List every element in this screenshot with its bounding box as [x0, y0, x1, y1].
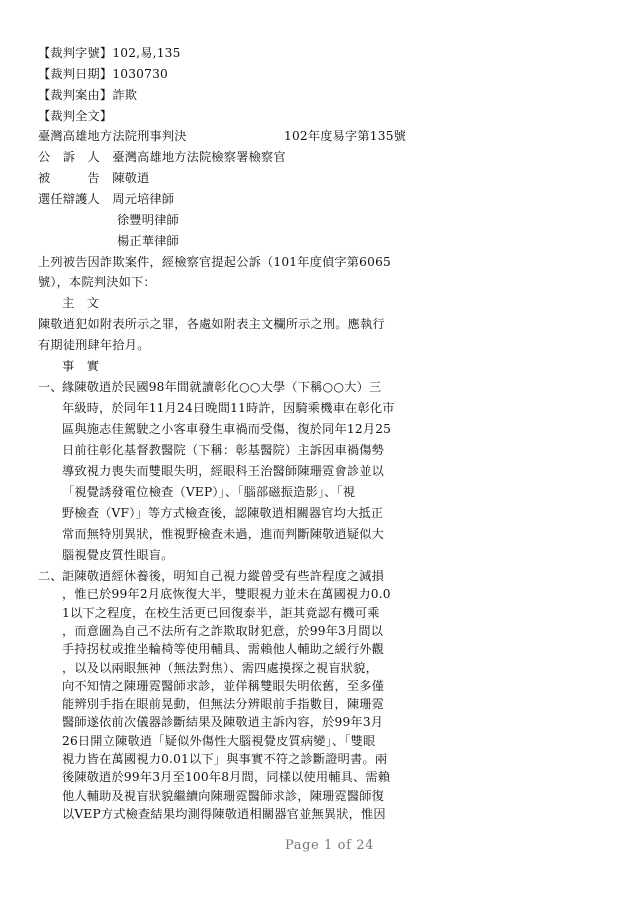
- main-text-line: 陳敬逍犯如附表所示之罪，各處如附表主文欄所示之刑。應執行: [38, 317, 385, 331]
- facts-1-line: 區與施志佳駕駛之小客車發生車禍而受傷，復於同年12月25: [62, 422, 392, 436]
- counsel-line-3: 楊正華律師: [117, 234, 179, 248]
- main-heading: 主 文: [62, 296, 100, 310]
- intro-line: 號），本院判決如下：: [38, 275, 156, 289]
- counsel-line-1: 選任辯護人 周元培律師: [38, 192, 175, 206]
- facts-1-number: 一、: [38, 380, 63, 394]
- facts-2-line: 後陳敬逍於99年3月至100年8月間，同樣以使用輔具、需賴: [62, 770, 391, 785]
- facts-heading: 事 實: [62, 359, 100, 373]
- case-cause: 【裁判案由】詐欺: [38, 88, 138, 102]
- page-number-footer: Page 1 of 24: [285, 838, 374, 853]
- facts-1-line: 腦視覺皮質性眼盲。: [62, 548, 174, 562]
- court-title: 臺灣高雄地方法院刑事判決: [38, 129, 187, 143]
- facts-2-line: ，而意圖為自己不法所有之詐欺取財犯意，於99年3月間以: [62, 623, 384, 638]
- facts-2-line: 視力皆在萬國視力0.01以下」與事實不符之診斷證明書。兩: [62, 752, 388, 766]
- facts-2-line: 以VEP方式檢查結果均測得陳敬逍相關器官並無異狀，惟因: [62, 806, 386, 821]
- defendant-line: 被 告 陳敬逍: [38, 171, 150, 185]
- docket-number: 102年度易字第135號: [284, 129, 407, 143]
- facts-2-number: 二、: [38, 569, 63, 583]
- facts-2-line: 手持拐杖或推坐輪椅等使用輔具、需賴他人輔助之緩行外觀: [62, 642, 385, 657]
- judgment-date: 【裁判日期】1030730: [38, 67, 169, 81]
- facts-2-line: 能辨別手指在眼前晃動，但無法分辨眼前手指數目，陳珊霓: [62, 697, 385, 712]
- fulltext-label: 【裁判全文】: [38, 109, 113, 123]
- facts-1-line: 緣陳敬逍於民國98年間就讀彰化○○大學（下稱○○大）三: [62, 380, 382, 394]
- facts-2-line: ，以及以兩眼無神（無法對焦）、需四處摸探之視盲狀貌，: [62, 660, 378, 675]
- facts-2-line: 他人輔助及視盲狀貌繼續向陳珊霓醫師求診，陳珊霓醫師復: [62, 788, 385, 803]
- facts-2-line: 詎陳敬逍經休養後，明知自己視力縱曾受有些許程度之減損: [62, 569, 385, 583]
- facts-1-line: 「視覺誘發電位檢查（VEP）」、「腦部磁振造影」、「視: [62, 485, 356, 499]
- facts-1-line: 野檢查（VF）」等方式檢查後，認陳敬逍相關器官均大抵正: [62, 506, 384, 520]
- counsel-line-2: 徐豐明律師: [117, 213, 179, 227]
- facts-2-line: ，惟已於99年2月底恢復大半，雙眼視力並未在萬國視力0.0: [62, 587, 391, 602]
- facts-2-line: 向不知情之陳珊霓醫師求診，並佯稱雙眼失明依舊，至多僅: [62, 678, 385, 693]
- facts-2-line: 1以下之程度，在校生活更已回復泰半，詎其竟認有機可乘: [62, 605, 380, 620]
- facts-1-line: 導致視力喪失而雙眼失明，經眼科王治醫師陳珊霓會診並以: [62, 464, 385, 478]
- facts-1-line: 日前往彰化基督教醫院（下稱：彰基醫院）主訴因車禍傷勢: [62, 443, 385, 457]
- facts-1-line: 常而無特別異狀，惟視野檢查未過，進而判斷陳敬逍疑似大: [62, 527, 385, 541]
- case-number: 【裁判字號】102,易,135: [38, 46, 181, 60]
- facts-2-line: 醫師遂依前次儀器診斷結果及陳敬逍主訴內容，於99年3月: [62, 715, 384, 730]
- prosecutor-line: 公 訴 人 臺灣高雄地方法院檢察署檢察官: [38, 150, 286, 164]
- facts-1-line: 年級時，於同年11月24日晚間11時許，因騎乘機車在彰化市: [62, 401, 395, 415]
- main-text-line: 有期徒刑肆年拾月。: [38, 338, 150, 352]
- intro-line: 上列被告因詐欺案件，經檢察官提起公訴（101年度偵字第6065: [38, 255, 391, 269]
- facts-2-line: 26日開立陳敬逍「疑似外傷性大腦視覺皮質病變」、「雙眼: [62, 733, 376, 748]
